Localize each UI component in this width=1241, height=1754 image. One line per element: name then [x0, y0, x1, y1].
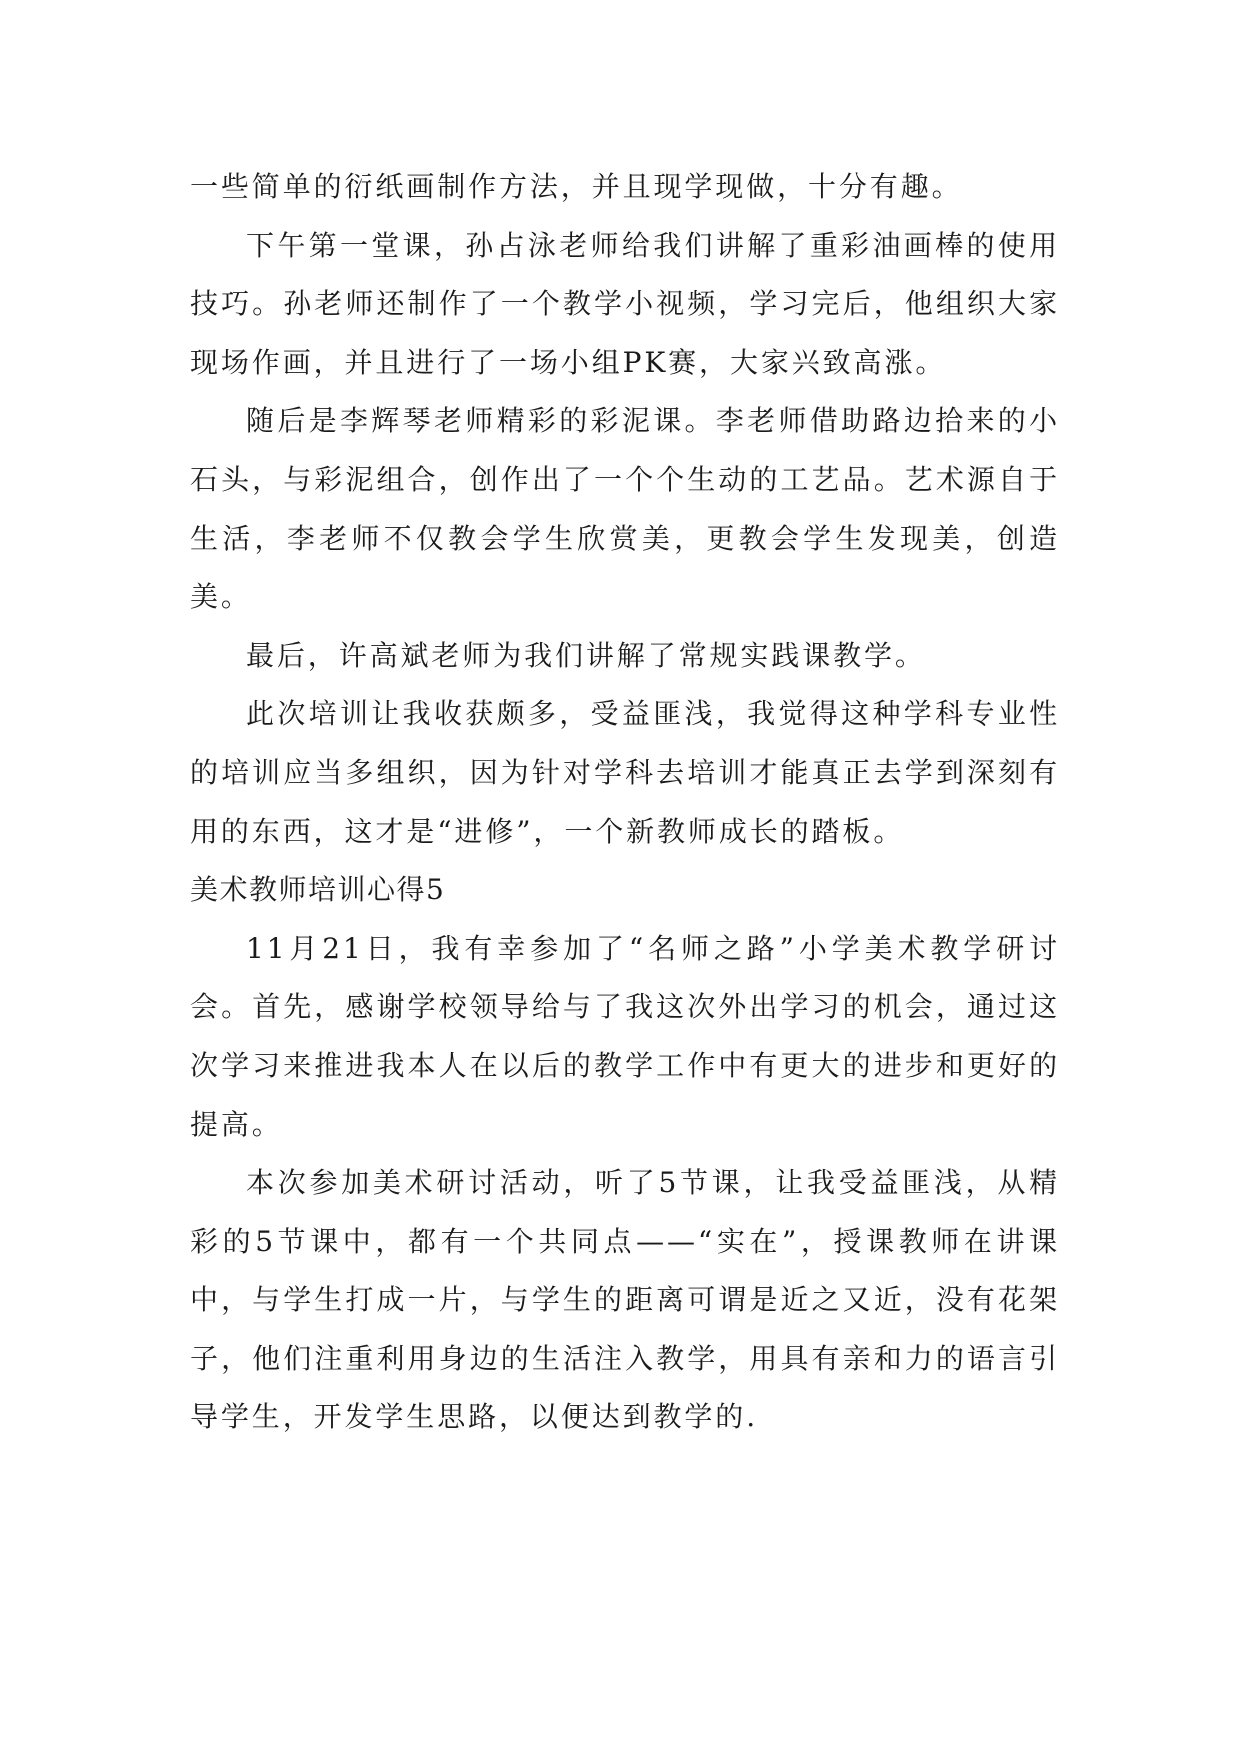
paragraph: 下午第一堂课，孙占泳老师给我们讲解了重彩油画棒的使用技巧。孙老师还制作了一个教学小视频，学习完后，他组织大家现场作画，并且进行了一场小组PK赛，大家兴致高涨。 — [190, 228, 1060, 379]
paragraph: 一些简单的衍纸画制作方法，并且现学现做，十分有趣。 — [190, 170, 963, 203]
paragraph: 随后是李辉琴老师精彩的彩泥课。李老师借助路边拾来的小石头，与彩泥组合，创作出了一个个生动的工艺品。艺术源自于生活，李老师不仅教会学生欣赏美，更教会学生发现美，创造美。 — [190, 404, 1060, 614]
paragraph: 本次参加美术研讨活动，听了5节课，让我受益匪浅，从精彩的5节课中，都有一个共同点——“实在”，授课教师在讲课中，与学生打成一片，与学生的距离可谓是近之又近，没有花架子，他们注重利用身边的生活注入教学，用具有亲和力的语言引导学生，开发学生思路，以便达到教学的. — [190, 1166, 1060, 1434]
paragraph: 11月21日，我有幸参加了“名师之路”小学美术教学研讨会。首先，感谢学校领导给与了我这次外出学习的机会，通过这次学习来推进我本人在以后的教学工作中有更大的进步和更好的提高。 — [190, 931, 1060, 1141]
paragraph: 最后，许高斌老师为我们讲解了常规实践课教学。 — [246, 638, 926, 672]
document-page — [190, 158, 1060, 1447]
paragraph: 此次培训让我收获颇多，受益匪浅，我觉得这种学科专业性的培训应当多组织，因为针对学科去培训才能真正去学到深刻有用的东西，这才是“进修”，一个新教师成长的踏板。 — [190, 697, 1060, 848]
section-heading: 美术教师培训心得5 — [190, 873, 446, 907]
